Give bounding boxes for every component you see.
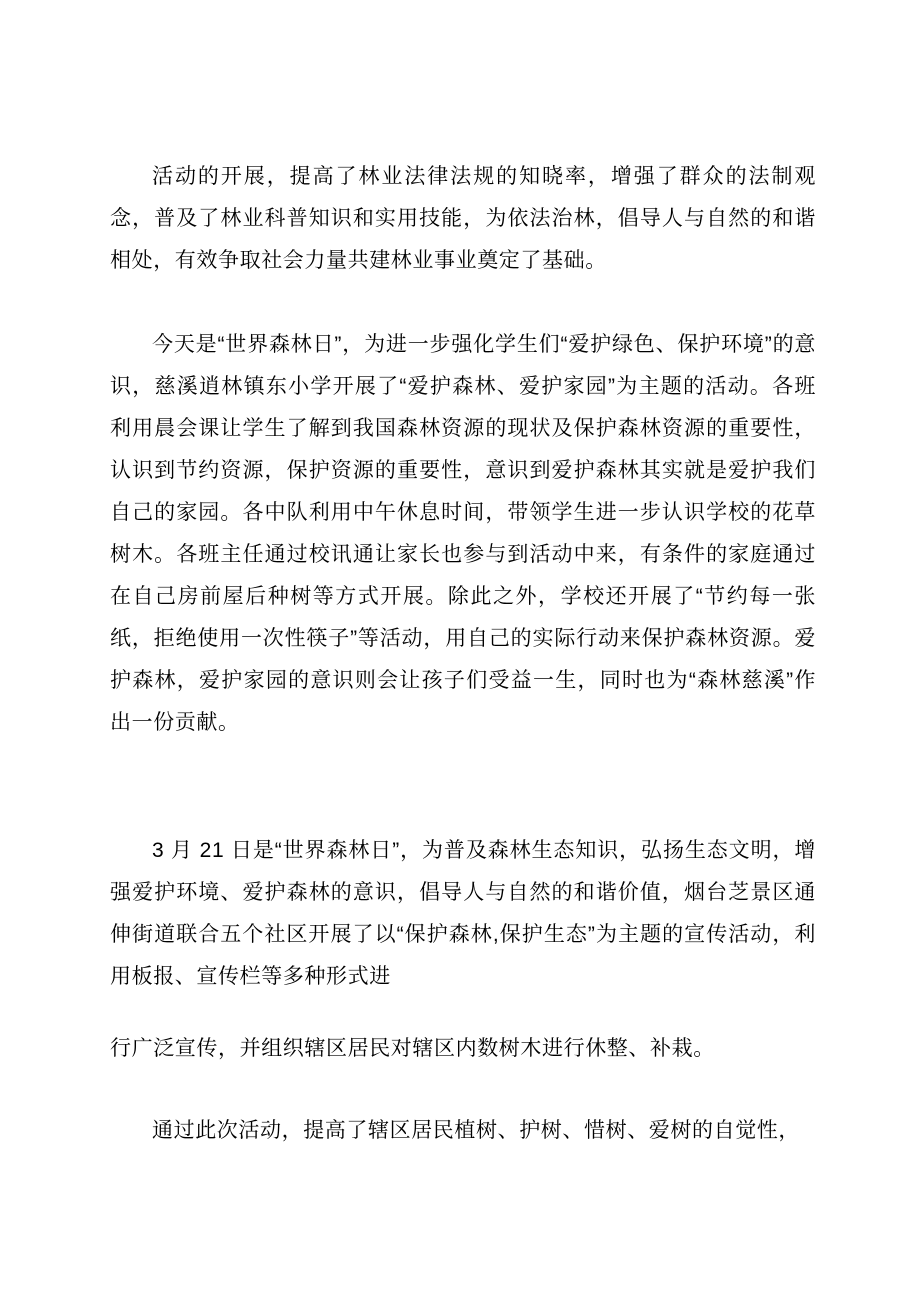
paragraph-community-activity-continued: 行广泛宣传，并组织辖区居民对辖区内数树木进行休整、补栽。	[110, 1037, 715, 1060]
paragraph-school-activity: 今天是“世界森林日”，为进一步强化学生们“爱护绿色、保护环境”的意识，慈溪逍林镇东小学开展了“爱护森林、爱护家园”为主题的活动。各班利用晨会课让学生了解到我国森林资源的现状及保护森林资源的重要性，认识到节约资源，保护资源的重要性，意识到爱护森林其实就是爱护我们自己的家园。各中队利用中午休息时间，带领学生进一步认识学校的花草树木。各班主任通过校讯通让家长也参与到活动中来，有条件的家庭通过在自己房前屋后种树等方式开展。除此之外，学校还开展了“节约每一张纸，拒绝使用一次性筷子”等活动，用自己的实际行动来保护森林资源。爱护森林，爱护家园的意识则会让孩子们受益一生，同时也为“森林慈溪”作出一份贡献。	[110, 333, 816, 734]
paragraph-community-activity: 3 月 21 日是“世界森林日”，为普及森林生态知识，弘扬生态文明，增强爱护环境、爱护森林的意识，倡导人与自然的和谐价值，烟台芝景区通伸街道联合五个社区开展了以“保护森林,保护生态”为主题的宣传活动，利用板报、宣传栏等多种形式进	[110, 839, 816, 988]
paragraph-activity-results: 活动的开展，提高了林业法律法规的知晓率，增强了群众的法制观念，普及了林业科普知识和实用技能，为依法治林，倡导人与自然的和谐相处，有效争取社会力量共建林业事业奠定了基础。	[110, 165, 816, 272]
paragraph-activity-summary: 通过此次活动，提高了辖区居民植树、护树、惜树、爱树的自觉性，	[152, 1119, 800, 1142]
